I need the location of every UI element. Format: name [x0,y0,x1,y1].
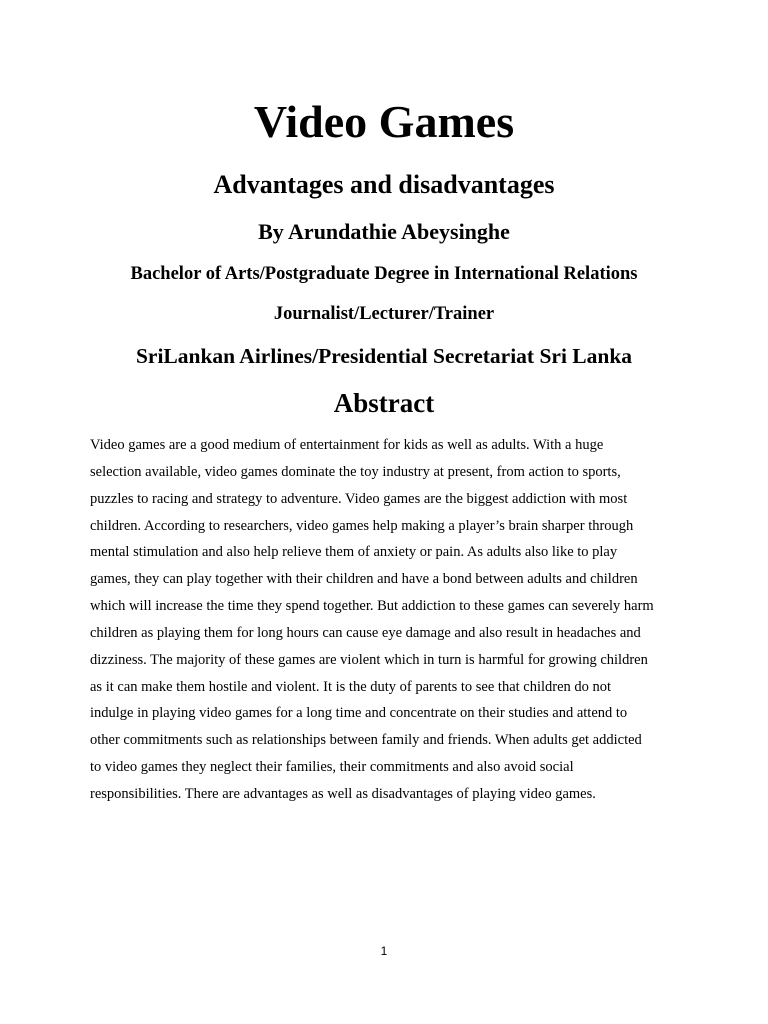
abstract-line: selection available, video games dominate the toy industry at present, from action to sports, [90,463,621,480]
degree-line: Bachelor of Arts/Postgraduate Degree in International Relations [130,264,638,284]
abstract-line: mental stimulation and also help relieve them of anxiety or pain. As adults also like to play [90,544,618,561]
abstract-line: dizziness. The majority of these games are violent which in turn is harmful for growing children [90,651,648,668]
abstract-paragraph [90,432,688,808]
author-line: By Arundathie Abeysinghe [258,219,510,244]
organization-line: SriLankan Airlines/Presidential Secretariat Sri Lanka [135,344,633,368]
document-title: Video Games [253,96,515,147]
abstract-line: other commitments such as relationships between family and friends. When adults get addicted [90,732,642,749]
abstract-line: which will increase the time they spend together. But addiction to these games can severely harm [90,598,654,615]
abstract-line: children as playing them for long hours can cause eye damage and also result in headaches and [90,624,641,641]
abstract-line: Video games are a good medium of entertainment for kids as well as adults. With a huge [90,437,604,453]
role-line: Journalist/Lecturer/Trainer [273,304,495,324]
abstract-line: to video games they neglect their families, their commitments and also avoid social [90,759,574,776]
abstract-line: as it can make them hostile and violent. It is the duty of parents to see that children do not [90,678,612,695]
abstract-line: responsibilities. There are advantages as well as disadvantages of playing video games. [90,785,596,802]
abstract-line: children. According to researchers, video games help making a player’s brain sharper through [90,517,634,534]
abstract-line: indulge in playing video games for a long time and concentrate on their studies and attend to [90,705,628,722]
document-subtitle: Advantages and disadvantages [213,170,555,199]
abstract-line: puzzles to racing and strategy to adventure. Video games are the biggest addiction with most [90,490,628,507]
abstract-line: games, they can play together with their children and have a bond between adults and children [90,571,638,588]
page-number: 1 [380,944,388,958]
abstract-heading: Abstract [333,388,435,418]
